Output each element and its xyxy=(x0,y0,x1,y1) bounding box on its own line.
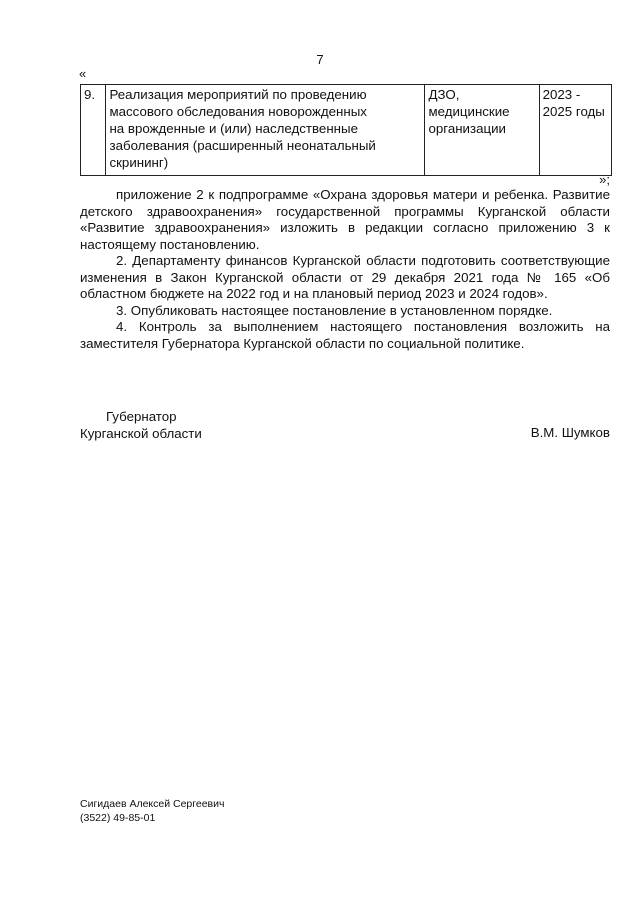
description-cell xyxy=(106,85,425,176)
row-number-cell xyxy=(81,85,106,176)
signature-name: В.М. Шумков xyxy=(530,425,610,440)
contact-name: Сигидаев Алексей Сергеевич xyxy=(80,798,225,810)
description-line: Реализация мероприятий по проведению xyxy=(109,87,367,102)
paragraph-publish: 3. Опубликовать настоящее постановление в установленном порядке. xyxy=(116,302,553,318)
period-line: 2025 годы xyxy=(542,104,605,119)
open-quote: « xyxy=(79,66,87,81)
table-row xyxy=(81,85,612,176)
signature-title-line1: Губернатор xyxy=(106,409,177,424)
description-line: заболевания (расширенный неонатальный xyxy=(109,138,376,153)
period-cell xyxy=(539,85,611,176)
page-number: 7 xyxy=(316,52,324,67)
description-line: скрининг) xyxy=(109,155,169,170)
paragraph-finance-department: 2. Департаменту финансов Курганской области подготовить соответствующие изменения в Закон Курганской области от 29 декабря 2021 года № 165 «Об областном бюджете на 2022 год и на плановый период 2023 и 2024 годов». xyxy=(80,253,610,301)
signature-title xyxy=(80,408,202,442)
contact-block xyxy=(80,797,224,825)
body-text xyxy=(80,187,610,352)
executor-line: ДЗО, xyxy=(428,87,460,102)
executor-line: медицинские xyxy=(428,104,510,119)
executor-cell xyxy=(425,85,539,176)
measures-table xyxy=(80,84,612,176)
executor-line: организации xyxy=(428,121,506,136)
paragraph-control: 4. Контроль за выполнением настоящего постановления возложить на заместителя Губернатора Курганской области по социальной политике. xyxy=(80,319,610,351)
description-line: массового обследования новорожденных xyxy=(109,104,367,119)
contact-phone: (3522) 49-85-01 xyxy=(80,812,156,824)
row-number: 9. xyxy=(84,87,96,102)
signature-title-line2: Курганской области xyxy=(80,426,202,441)
period-line: 2023 - xyxy=(542,87,581,102)
paragraph-appendix: приложение 2 к подпрограмме «Охрана здоровья матери и ребенка. Развитие детского здравоохранения» государственной программы Курганской области «Развитие здравоохранения» изложить в редакции согласно приложению 3 к настоящему постановлению. xyxy=(80,187,610,252)
description-line: на врожденные и (или) наследственные xyxy=(109,121,358,136)
close-quote: »; xyxy=(599,172,610,187)
